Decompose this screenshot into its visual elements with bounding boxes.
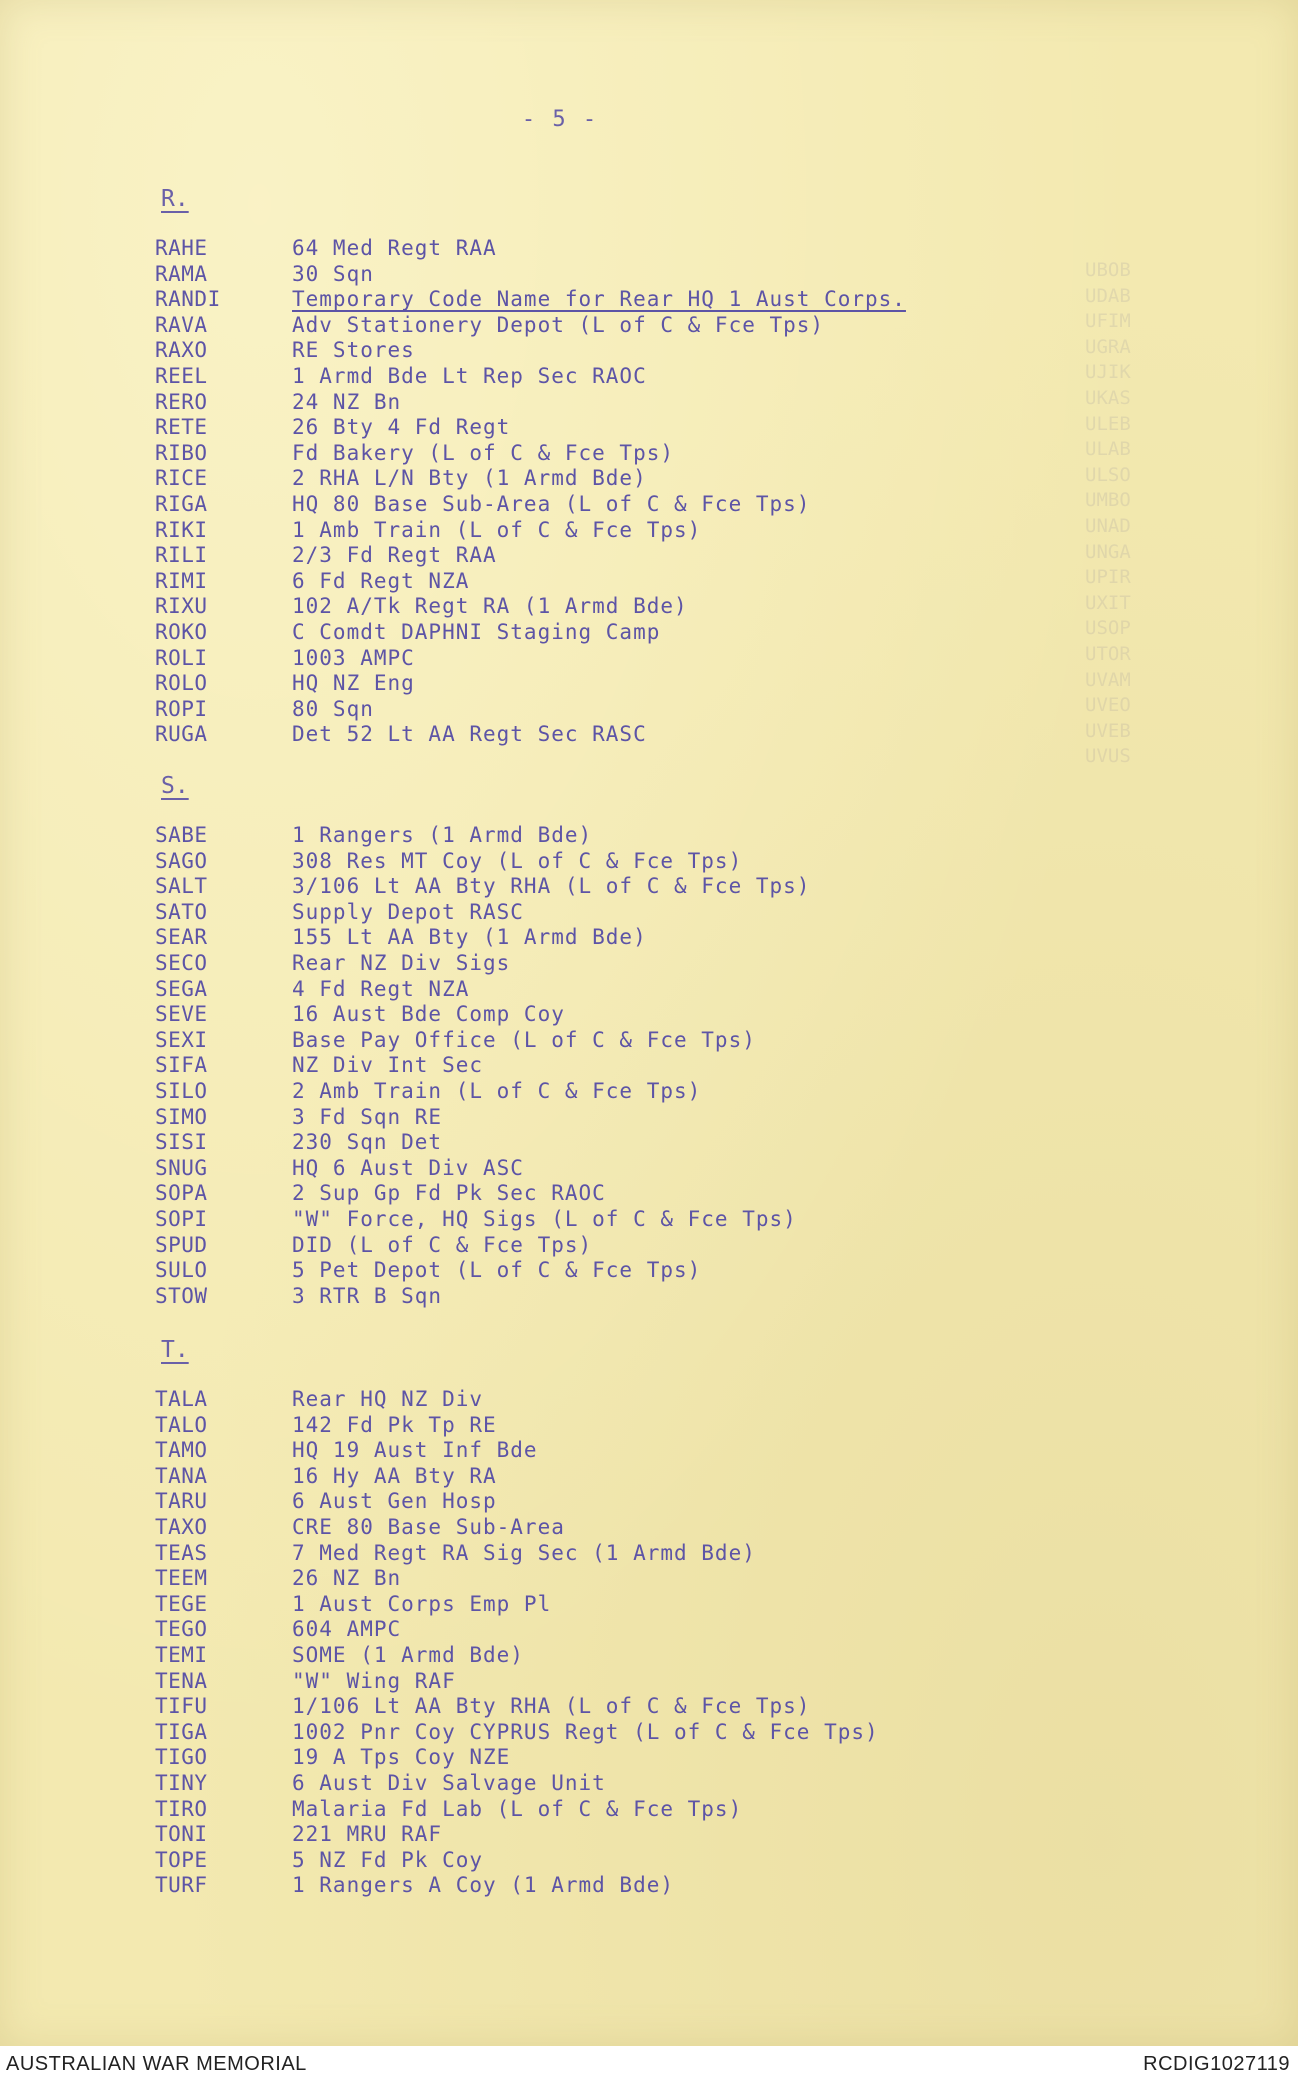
unit-description: 30 Sqn <box>292 261 374 286</box>
unit-description: Adv Stationery Depot (L of C & Fce Tps) <box>292 312 825 337</box>
unit-description: 6 Aust Gen Hosp <box>292 1489 497 1514</box>
unit-description: 16 Hy AA Bty RA <box>292 1463 497 1488</box>
list-item <box>155 1515 879 1541</box>
code-name: SAGO <box>155 848 208 873</box>
list-item <box>155 1566 879 1592</box>
unit-description: 7 Med Regt RA Sig Sec (1 Armd Bde) <box>292 1540 756 1565</box>
list-item <box>155 620 906 646</box>
unit-description: 1 Armd Bde Lt Rep Sec RAOC <box>292 363 647 388</box>
code-name: SEXI <box>155 1027 208 1052</box>
unit-description: 19 A Tps Coy NZE <box>292 1745 511 1770</box>
code-name: RAVA <box>155 312 208 337</box>
list-item <box>155 1438 879 1464</box>
list-item <box>155 1592 879 1618</box>
unit-description: 102 A/Tk Regt RA (1 Armd Bde) <box>292 594 688 619</box>
unit-description: 26 Bty 4 Fd Regt <box>292 415 511 440</box>
code-name: ROLO <box>155 671 208 696</box>
list-item <box>155 1233 810 1259</box>
footer-catalogue-id: RCDIG1027119 <box>1143 2053 1290 2075</box>
unit-description: 5 NZ Fd Pk Coy <box>292 1847 484 1872</box>
list-item <box>155 415 906 441</box>
unit-description: Det 52 Lt AA Regt Sec RASC <box>292 722 647 747</box>
list-item <box>155 364 906 390</box>
code-name: SULO <box>155 1258 208 1283</box>
list-item <box>155 390 906 416</box>
code-name: ROPI <box>155 696 208 721</box>
list-item <box>155 338 906 364</box>
code-name: TANA <box>155 1463 208 1488</box>
unit-description: 1 Rangers A Coy (1 Armd Bde) <box>292 1873 675 1898</box>
list-item <box>155 594 906 620</box>
code-name: TOPE <box>155 1847 208 1872</box>
unit-description: 1 Amb Train (L of C & Fce Tps) <box>292 517 702 542</box>
unit-description: 26 NZ Bn <box>292 1566 402 1591</box>
unit-description: HQ NZ Eng <box>292 671 415 696</box>
code-name: RICE <box>155 466 208 491</box>
code-name: RAMA <box>155 261 208 286</box>
unit-description: Rear HQ NZ Div <box>292 1387 484 1411</box>
archive-footer <box>0 2046 1298 2082</box>
list-item <box>155 977 810 1003</box>
unit-description: NZ Div Int Sec <box>292 1053 484 1078</box>
unit-description: HQ 6 Aust Div ASC <box>292 1155 524 1180</box>
unit-description: "W" Force, HQ Sigs (L of C & Fce Tps) <box>292 1206 797 1231</box>
code-name: REEL <box>155 363 208 388</box>
code-name: TALO <box>155 1412 208 1437</box>
unit-description: Supply Depot RASC <box>292 899 524 924</box>
section-t <box>155 1337 879 1899</box>
unit-description: Temporary Code Name for Rear HQ 1 Aust Corps. <box>292 287 906 312</box>
list-item <box>155 1643 879 1669</box>
list-item <box>155 518 906 544</box>
code-name: TEGE <box>155 1591 208 1616</box>
unit-description: 155 Lt AA Bty (1 Armd Bde) <box>292 925 647 950</box>
unit-description: 308 Res MT Coy (L of C & Fce Tps) <box>292 848 743 873</box>
unit-description: HQ 80 Base Sub-Area (L of C & Fce Tps) <box>292 491 811 516</box>
unit-description: 1002 Pnr Coy CYPRUS Regt (L of C & Fce Tps) <box>292 1719 879 1744</box>
code-name: RAHE <box>155 236 208 260</box>
unit-description: 24 NZ Bn <box>292 389 402 414</box>
list-item <box>155 1079 810 1105</box>
code-name: TAXO <box>155 1514 208 1539</box>
code-name: SEAR <box>155 925 208 950</box>
list-item <box>155 1053 810 1079</box>
code-name: RIMI <box>155 568 208 593</box>
list-item <box>155 874 810 900</box>
unit-description: 3/106 Lt AA Bty RHA (L of C & Fce Tps) <box>292 874 811 899</box>
list-item <box>155 671 906 697</box>
unit-description: C Comdt DAPHNI Staging Camp <box>292 619 661 644</box>
unit-description: 221 MRU RAF <box>292 1822 443 1847</box>
list-item <box>155 466 906 492</box>
unit-description: 1/106 Lt AA Bty RHA (L of C & Fce Tps) <box>292 1694 811 1719</box>
list-item <box>155 1258 810 1284</box>
list-item <box>155 1541 879 1567</box>
unit-description: 3 RTR B Sqn <box>292 1283 443 1308</box>
unit-description: 1003 AMPC <box>292 645 415 670</box>
unit-description: CRE 80 Base Sub-Area <box>292 1514 565 1539</box>
list-item <box>155 1387 879 1413</box>
unit-description: 142 Fd Pk Tp RE <box>292 1412 497 1437</box>
code-name: TALA <box>155 1387 208 1411</box>
unit-description: 2 Sup Gp Fd Pk Sec RAOC <box>292 1181 606 1206</box>
list-item <box>155 287 906 313</box>
unit-description: 6 Fd Regt NZA <box>292 568 470 593</box>
unit-description: "W" Wing RAF <box>292 1668 456 1693</box>
unit-description: 6 Aust Div Salvage Unit <box>292 1770 606 1795</box>
code-name: TINY <box>155 1770 208 1795</box>
unit-description: 4 Fd Regt NZA <box>292 976 470 1001</box>
list-item <box>155 1771 879 1797</box>
list-item <box>155 569 906 595</box>
list-item <box>155 951 810 977</box>
code-name: TIGO <box>155 1745 208 1770</box>
list-item <box>155 1873 879 1899</box>
list-item <box>155 1669 879 1695</box>
unit-description: 64 Med Regt RAA <box>292 236 497 260</box>
list-item <box>155 543 906 569</box>
code-name: STOW <box>155 1283 208 1308</box>
list-item <box>155 900 810 926</box>
unit-description: Base Pay Office (L of C & Fce Tps) <box>292 1027 756 1052</box>
list-item <box>155 1745 879 1771</box>
list-item <box>155 1181 810 1207</box>
code-name: SECO <box>155 950 208 975</box>
unit-description: 604 AMPC <box>292 1617 402 1642</box>
list-item <box>155 646 906 672</box>
list-item <box>155 1105 810 1131</box>
list-item <box>155 1002 810 1028</box>
list-item <box>155 313 906 339</box>
code-name: SALT <box>155 874 208 899</box>
code-name: TONI <box>155 1822 208 1847</box>
code-name: RIXU <box>155 594 208 619</box>
list-item <box>155 849 810 875</box>
unit-description: Rear NZ Div Sigs <box>292 950 511 975</box>
unit-description: HQ 19 Aust Inf Bde <box>292 1438 538 1463</box>
unit-description: 230 Sqn Det <box>292 1130 443 1155</box>
list-item <box>155 697 906 723</box>
list-item <box>155 1028 810 1054</box>
code-name: RUGA <box>155 722 208 747</box>
code-name: TIRO <box>155 1796 208 1821</box>
list-item <box>155 1464 879 1490</box>
list-item <box>155 1156 810 1182</box>
code-name: TURF <box>155 1873 208 1898</box>
unit-description: 2 Amb Train (L of C & Fce Tps) <box>292 1078 702 1103</box>
list-item <box>155 1720 879 1746</box>
unit-description: Malaria Fd Lab (L of C & Fce Tps) <box>292 1796 743 1821</box>
unit-description: SOME (1 Armd Bde) <box>292 1642 524 1667</box>
code-name: SIFA <box>155 1053 208 1078</box>
code-name: RETE <box>155 415 208 440</box>
list-item <box>155 925 810 951</box>
code-name: TIFU <box>155 1694 208 1719</box>
unit-description: 1 Rangers (1 Armd Bde) <box>292 823 593 847</box>
list-item <box>155 1617 879 1643</box>
code-name: RIBO <box>155 440 208 465</box>
bleed-through-text: UBOB UDAB UFIM UGRA UJIK UKAS ULEB ULAB ULSO UMBO UNAD UNGA UPIR UXIT USOP UTOR UVAM UVEO UVEB UVUS <box>1085 259 1131 768</box>
page-number: - 5 - <box>521 107 599 132</box>
code-name: SISI <box>155 1130 208 1155</box>
code-name: RIKI <box>155 517 208 542</box>
code-name: SOPA <box>155 1181 208 1206</box>
code-name: SILO <box>155 1078 208 1103</box>
code-name: SIMO <box>155 1104 208 1129</box>
unit-description: 3 Fd Sqn RE <box>292 1104 443 1129</box>
code-name: TIGA <box>155 1719 208 1744</box>
list-item <box>155 1413 879 1439</box>
code-name: SNUG <box>155 1155 208 1180</box>
list-item <box>155 1130 810 1156</box>
footer-institution: AUSTRALIAN WAR MEMORIAL <box>6 2053 307 2075</box>
code-name: RAXO <box>155 338 208 363</box>
unit-description: 16 Aust Bde Comp Coy <box>292 1002 565 1027</box>
code-name: RERO <box>155 389 208 414</box>
code-name: TENA <box>155 1668 208 1693</box>
unit-description: 2/3 Fd Regt RAA <box>292 543 497 568</box>
code-name: TEEM <box>155 1566 208 1591</box>
list-item <box>155 236 906 262</box>
code-name: SEVE <box>155 1002 208 1027</box>
code-name: RILI <box>155 543 208 568</box>
unit-description: 2 RHA L/N Bty (1 Armd Bde) <box>292 466 647 491</box>
code-name: RANDI <box>155 287 221 312</box>
list-item <box>155 1207 810 1233</box>
section-s <box>155 773 810 1309</box>
list-item <box>155 441 906 467</box>
list-item <box>155 1694 879 1720</box>
section-letter: S. <box>161 773 189 799</box>
code-name: ROKO <box>155 619 208 644</box>
code-name: TEAS <box>155 1540 208 1565</box>
code-name: TARU <box>155 1489 208 1514</box>
list-item <box>155 823 810 849</box>
list-item <box>155 722 906 748</box>
list-item <box>155 1848 879 1874</box>
code-name: SABE <box>155 823 208 847</box>
code-name: TAMO <box>155 1438 208 1463</box>
code-name: TEGO <box>155 1617 208 1642</box>
unit-description: Fd Bakery (L of C & Fce Tps) <box>292 440 675 465</box>
code-name: SPUD <box>155 1232 208 1257</box>
code-name: RIGA <box>155 491 208 516</box>
list-item <box>155 262 906 288</box>
list-item <box>155 1797 879 1823</box>
unit-description: DID (L of C & Fce Tps) <box>292 1232 593 1257</box>
section-letter: T. <box>161 1337 189 1363</box>
unit-description: RE Stores <box>292 338 415 363</box>
section-r <box>155 186 906 748</box>
unit-description: 1 Aust Corps Emp Pl <box>292 1591 552 1616</box>
list-item <box>155 1489 879 1515</box>
list-item <box>155 492 906 518</box>
code-name: TEMI <box>155 1642 208 1667</box>
code-name: SOPI <box>155 1206 208 1231</box>
unit-description: 80 Sqn <box>292 696 374 721</box>
list-item <box>155 1284 810 1310</box>
unit-description: 5 Pet Depot (L of C & Fce Tps) <box>292 1258 702 1283</box>
code-name: SEGA <box>155 976 208 1001</box>
section-letter: R. <box>161 186 189 212</box>
code-name: SATO <box>155 899 208 924</box>
code-name: ROLI <box>155 645 208 670</box>
list-item <box>155 1822 879 1848</box>
